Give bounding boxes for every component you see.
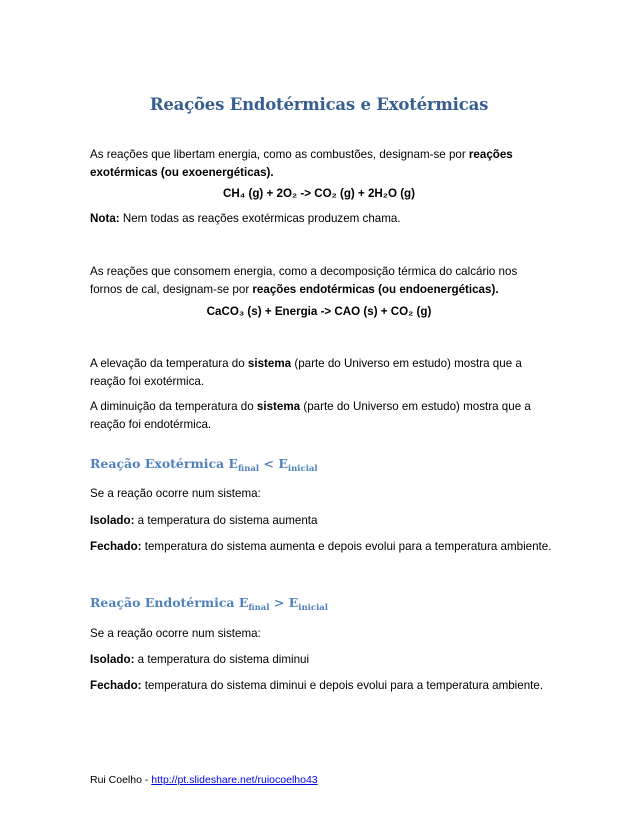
paragraph-temperature-drop xyxy=(90,398,550,434)
endothermic-closed xyxy=(90,677,560,695)
exothermic-isolated xyxy=(90,512,550,530)
closed-text: temperatura do sistema diminui e depois evolui para a temperatura ambiente. xyxy=(141,679,544,692)
heading-text: > E xyxy=(269,595,299,610)
isolated-text: a temperatura do sistema aumenta xyxy=(134,514,318,527)
footer-author: Rui Coelho - xyxy=(90,774,152,786)
paragraph-text: (parte do Universo em estudo) mostra que a reação foi endotérmica. xyxy=(90,400,531,431)
heading-subscript: final xyxy=(248,603,270,613)
closed-label: Fechado: xyxy=(90,679,142,692)
closed-label: Fechado: xyxy=(90,540,142,553)
equation-combustion: CH₄ (g) + 2O₂ -> CO₂ (g) + 2H₂O (g) xyxy=(223,187,415,200)
page-footer xyxy=(90,771,318,789)
paragraph-text: (parte do Universo em estudo) mostra que a reação foi exotérmica. xyxy=(90,357,522,388)
heading-subscript: inicial xyxy=(287,464,318,474)
endothermic-isolated xyxy=(90,651,550,669)
isolated-text: a temperatura do sistema diminui xyxy=(134,653,310,666)
paragraph-temperature-rise xyxy=(90,355,550,391)
heading-subscript: final xyxy=(238,464,260,474)
paragraph-endothermic-definition xyxy=(90,263,550,299)
note-text: Nem todas as reações exotérmicas produzem chama. xyxy=(119,212,401,225)
heading-text: Reação Exotérmica E xyxy=(90,456,239,471)
heading-text: < E xyxy=(259,456,288,471)
closed-text: temperatura do sistema aumenta e depois evolui para a temperatura ambiente. xyxy=(141,540,552,553)
paragraph-text: As reações que libertam energia, como as combustões, designam-se por xyxy=(90,148,469,161)
paragraph-text: As reações que consomem energia, como a decomposição térmica do calcário nos fornos de cal, designam-se por xyxy=(90,265,518,296)
equation-calcination: CaCO₃ (s) + Energia -> CAO (s) + CO₂ (g) xyxy=(206,305,432,318)
endothermic-heading xyxy=(90,594,328,617)
footer-link[interactable]: http://pt.slideshare.net/ruiocoelho43 xyxy=(151,774,318,786)
paragraph-bold: sistema xyxy=(256,400,301,413)
paragraph-text: A diminuição da temperatura do xyxy=(90,400,257,413)
page-title: Reações Endotérmicas e Exotérmicas xyxy=(149,95,489,114)
exothermic-heading xyxy=(90,455,318,478)
paragraph-text: A elevação da temperatura do xyxy=(90,357,248,370)
paragraph-bold: sistema xyxy=(247,357,292,370)
paragraph-bold: reações endotérmicas (ou endoenergéticas). xyxy=(252,283,499,296)
isolated-label: Isolado: xyxy=(90,653,135,666)
note-label: Nota: xyxy=(90,212,120,225)
endothermic-intro: Se a reação ocorre num sistema: xyxy=(90,627,261,640)
exothermic-closed xyxy=(90,538,560,556)
heading-subscript: inicial xyxy=(298,603,329,613)
heading-text: Reação Endotérmica E xyxy=(90,595,249,610)
paragraph-bold: reações exotérmicas (ou exoenergéticas). xyxy=(90,148,513,179)
exothermic-intro: Se a reação ocorre num sistema: xyxy=(90,487,261,500)
paragraph-exothermic-definition xyxy=(90,146,550,182)
note-paragraph xyxy=(90,210,550,228)
isolated-label: Isolado: xyxy=(90,514,135,527)
